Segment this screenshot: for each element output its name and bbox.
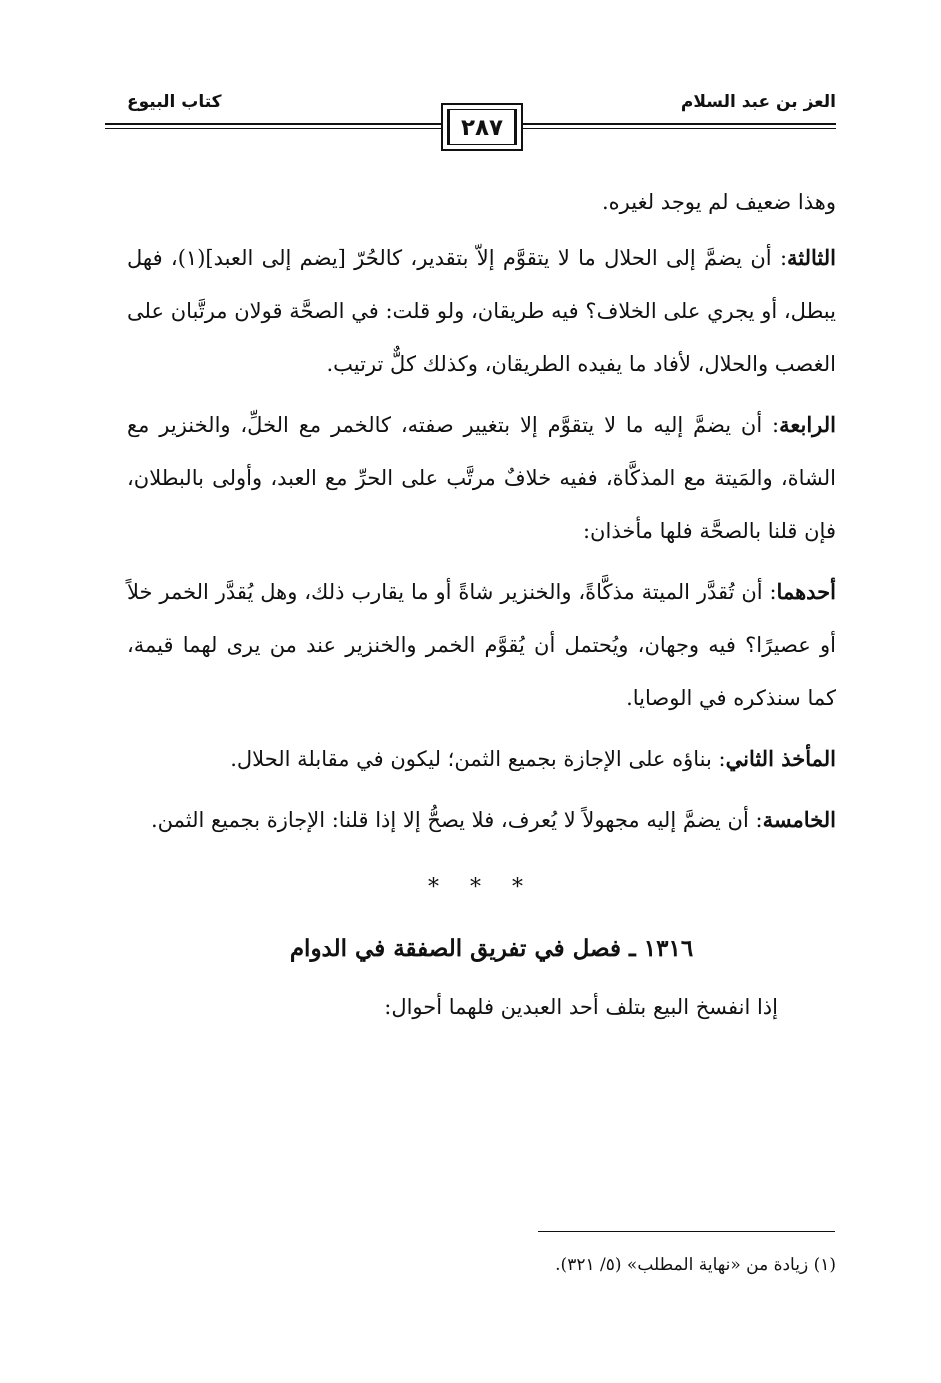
paragraph-intro: وهذا ضعيف لم يوجد لغيره. bbox=[601, 190, 836, 214]
header-rule-right-bottom bbox=[523, 128, 836, 129]
header-author: العز بن عبد السلام bbox=[680, 92, 836, 112]
paragraph-first-source bbox=[127, 565, 836, 725]
paragraph-third-lead: الثالثة bbox=[787, 245, 836, 270]
paragraph-fifth-text: : أن يضمَّ إليه مجهولاً لا يُعرف، فلا يصحُّ إلا إذا قلنا: الإجازة بجميع الثمن. bbox=[150, 808, 763, 832]
body-text bbox=[127, 176, 836, 1041]
section-heading: ١٣١٦ ـ فصل في تفريق الصفقة في الدوام bbox=[289, 935, 694, 962]
page-number: ٢٨٧ bbox=[460, 115, 504, 141]
footnote-separator bbox=[538, 1231, 835, 1232]
header-book-title: كتاب البيوع bbox=[127, 92, 222, 112]
paragraph-third bbox=[127, 231, 836, 391]
header-rule-left-bottom bbox=[105, 128, 441, 129]
paragraph-second-source-text: : بناؤه على الإجازة بجميع الثمن؛ ليكون في مقابلة الحلال. bbox=[230, 747, 726, 771]
paragraph-fourth bbox=[127, 398, 836, 558]
header-rule-right-top bbox=[523, 123, 836, 125]
header-rule-left-top bbox=[105, 123, 441, 125]
paragraph-first-source-text: : أن تُقدَّر الميتة مذكَّاةً، والخنزير شاةً أو ما يقارب ذلك، وهل يُقدَّر الخمر خلاً أو عصيرًا؟ فيه وجهان، ويُحتمل أن يُقوَّم الخمر والخنزير عند من يرى لهما قيمة، كما سنذكره في الوصايا. bbox=[127, 580, 836, 710]
paragraph-section-opening: إذا انفسخ البيع بتلف أحد العبدين فلهما أحوال: bbox=[384, 995, 778, 1019]
paragraph-fifth-lead: الخامسة bbox=[762, 807, 836, 832]
paragraph-fourth-text: : أن يضمَّ إليه ما لا يتقوَّم إلا بتغيير صفته، كالخمر مع الخلِّ، والخنزير مع الشاة، والمَيتة مع المذكَّاة، ففيه خلافٌ مرتَّب على الحرِّ مع العبد، وأولى بالبطلان، فإن قلنا بالصحَّة فلها مأخذان: bbox=[127, 413, 836, 543]
paragraph-second-source-lead: المأخذ الثاني bbox=[725, 746, 836, 771]
paragraph-third-text: : أن يضمَّ إلى الحلال ما لا يتقوَّم إلاّ بتقدير، كالحُرّ [يضم إلى العبد](١)، فهل يبطل، أو يجري على الخلاف؟ فيه طريقان، ولو قلت: في الصحَّة قولان مرتَّبان على الغصب والحلال، لأفاد ما يفيده الطريقان، وكذلك كلٌّ ترتيب. bbox=[127, 246, 836, 376]
paragraph-second-source bbox=[127, 732, 836, 786]
paragraph-first-source-lead: أحدهما bbox=[776, 579, 836, 604]
page-number-frame bbox=[441, 103, 523, 151]
paragraph-fourth-lead: الرابعة bbox=[779, 412, 836, 437]
paragraph-fifth bbox=[127, 793, 836, 847]
section-divider-stars: * * * bbox=[428, 875, 535, 900]
footnote: (١) زيادة من «نهاية المطلب» (٥/ ٣٢١). bbox=[555, 1255, 836, 1275]
